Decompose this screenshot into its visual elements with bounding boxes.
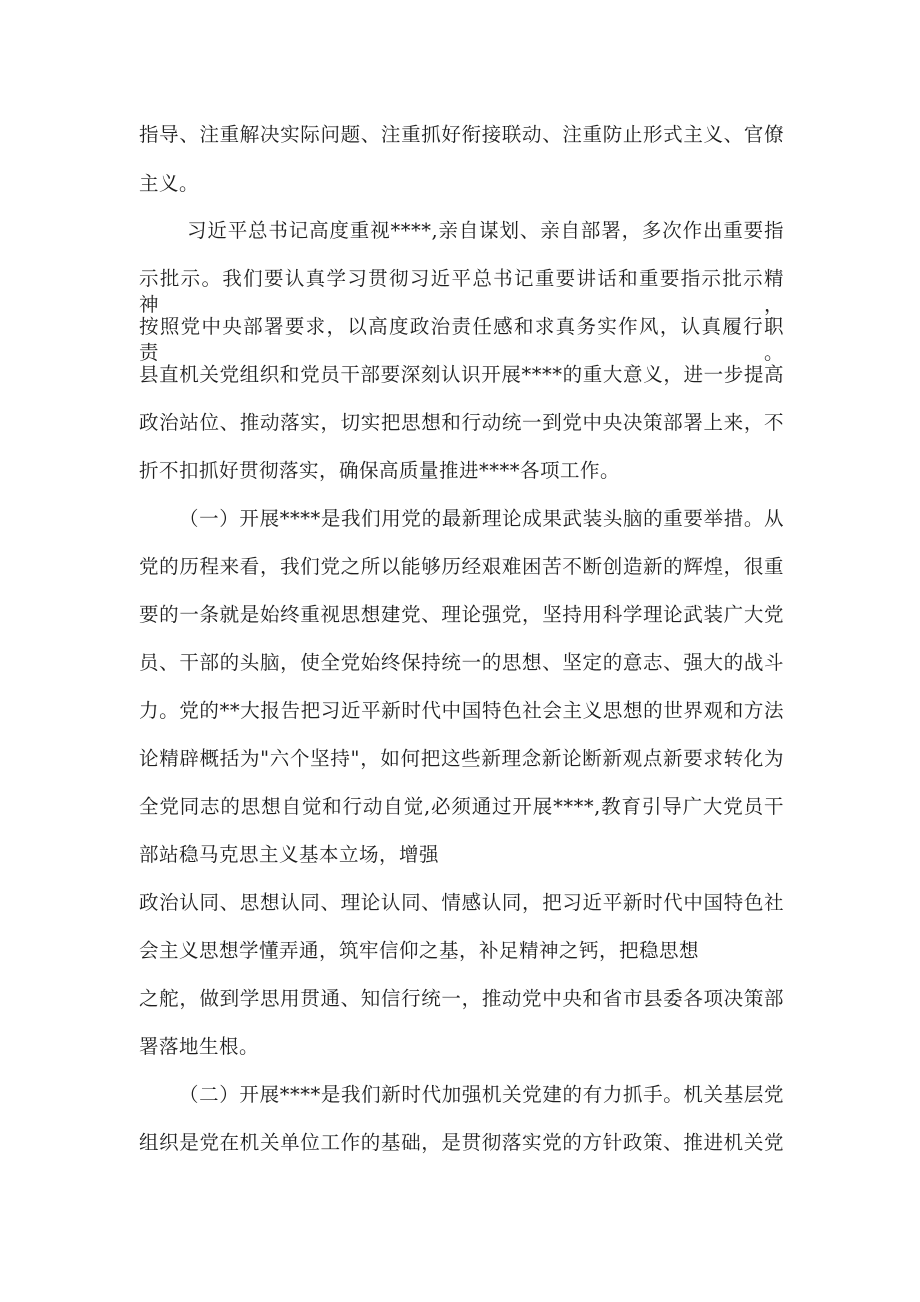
text-line: 折不扣抓好贯彻落实，确保高质量推进****各项工作。 <box>139 459 621 482</box>
text-line: 论精辟概括为"六个坚持"，如何把这些新理念新论断新观点新要求转化为 <box>139 747 784 770</box>
text-line: （二）开展****是我们新时代加强机关党建的有力抓手。机关基层党 <box>179 1083 784 1106</box>
text-line: （一）开展****是我们用党的最新理论成果武装头脑的重要举措。从 <box>179 507 784 530</box>
text-line: 组织是党在机关单位工作的基础，是贯彻落实党的方针政策、推进机关党 <box>139 1131 784 1154</box>
text-line: 全党同志的思想自觉和行动自觉,必须通过开展****,教育引导广大党员干 <box>139 795 784 818</box>
text-line: 指导、注重解决实际问题、注重抓好衔接联动、注重防止形式主义、官僚 <box>139 123 784 146</box>
text-line: 员、干部的头脑，使全党始终保持统一的思想、坚定的意志、强大的战斗 <box>139 651 784 674</box>
text-line: 力。党的**大报告把习近平新时代中国特色社会主义思想的世界观和方法 <box>139 699 784 722</box>
text-line: 主义。 <box>139 172 200 195</box>
text-line: 党的历程来看，我们党之所以能够历经艰难困苦不断创造新的辉煌，很重 <box>139 555 784 578</box>
text-line: 政治站位、推动落实，切实把思想和行动统一到党中央决策部署上来，不 <box>139 411 784 434</box>
text-line: 会主义思想学懂弄通，筑牢信仰之基，补足精神之钙，把稳思想 <box>139 939 700 962</box>
text-line: 部站稳马克思主义基本立场，增强 <box>139 843 440 866</box>
text-line: 政治认同、思想认同、理论认同、情感认同，把习近平新时代中国特色社 <box>139 891 784 914</box>
text-line: 之舵，做到学思用贯通、知信行统一，推动党中央和省市县委各项决策部 <box>139 987 784 1010</box>
text-line: 按照党中央部署要求，以高度政治责任感和求真务实作风，认真履行职责。 <box>139 315 784 364</box>
text-line: 县直机关党组织和党员干部要深刻认识开展****的重大意义，进一步提高 <box>139 363 784 386</box>
text-line: 习近平总书记高度重视****,亲自谋划、亲自部署，多次作出重要指 <box>187 219 784 242</box>
text-line: 示批示。我们要认真学习贯彻习近平总书记重要讲话和重要指示批示精神， <box>139 267 784 316</box>
text-line: 要的一条就是始终重视思想建党、理论强党，坚持用科学理论武装广大党 <box>139 603 784 626</box>
text-line: 署落地生根。 <box>139 1035 260 1058</box>
